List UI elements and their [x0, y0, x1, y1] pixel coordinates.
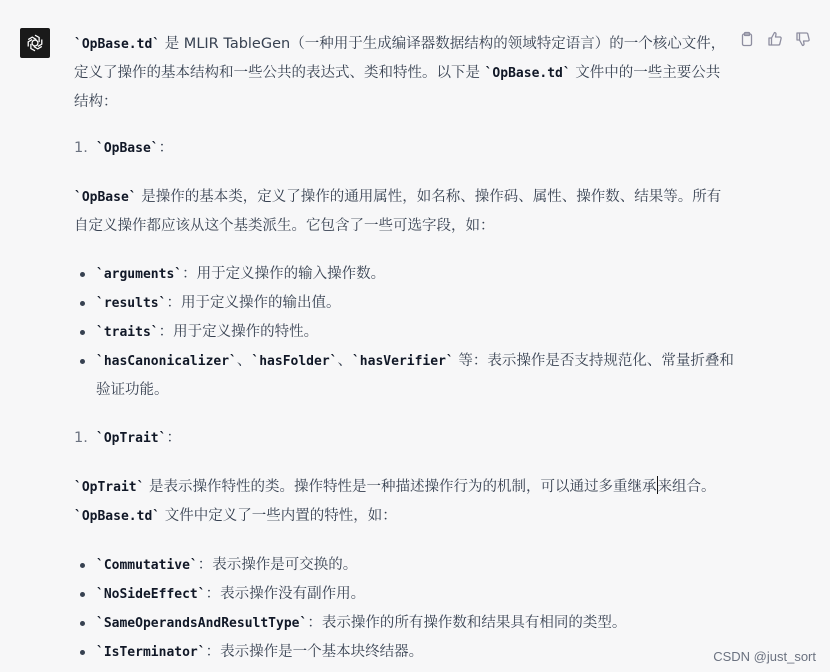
- separator: 、: [337, 353, 352, 369]
- watermark: CSDN @just_sort: [713, 649, 816, 664]
- heading-suffix: ：: [158, 140, 174, 156]
- inline-code: `hasFolder`: [251, 354, 338, 369]
- inline-code: `OpBase.td`: [74, 37, 161, 52]
- list-item-text: ：表示操作没有副作用。: [205, 586, 366, 602]
- list-item: [74, 260, 734, 289]
- separator: 、: [236, 353, 252, 369]
- optrait-description: [74, 473, 734, 531]
- list-number: 1.: [74, 430, 88, 446]
- list-item-text: 等：表示操作是否支持规范化、常量折叠和验证功能。: [96, 353, 734, 398]
- inline-code: `OpBase`: [74, 190, 137, 205]
- description-text: 来组合。: [657, 479, 716, 495]
- openai-logo-icon: [20, 28, 50, 58]
- list-item-text: ：表示操作是一个基本块终结器。: [205, 644, 424, 660]
- intro-text: 文件中的一些主要公共结构：: [74, 65, 721, 110]
- clipboard-icon[interactable]: [738, 30, 756, 48]
- description-text: 是表示操作特性的类。操作特性是一种描述操作行为的机制，可以通过多重继承: [144, 479, 657, 495]
- inline-code: `traits`: [96, 325, 159, 340]
- opbase-description: [74, 183, 734, 240]
- list-item: [74, 551, 734, 580]
- inline-code: `OpTrait`: [96, 431, 167, 446]
- section-heading-optrait: [74, 424, 734, 453]
- list-item-text: ：用于定义操作的输入操作数。: [182, 266, 386, 282]
- optrait-list: [74, 551, 734, 667]
- intro-paragraph: [74, 30, 734, 116]
- message-content: [74, 30, 734, 667]
- description-text: 是操作的基本类，定义了操作的通用属性，如名称、操作码、属性、操作数、结果等。所有自定义操作都应该从这个基类派生。它包含了一些可选字段，如：: [74, 189, 722, 234]
- list-item-text: ：表示操作是可交换的。: [197, 557, 358, 573]
- inline-code: `SameOperandsAndResultType`: [96, 616, 308, 631]
- list-item: [74, 638, 734, 667]
- list-item-text: ：用于定义操作的特性。: [158, 324, 319, 340]
- list-item: [74, 609, 734, 638]
- inline-code: `results`: [96, 296, 167, 311]
- inline-code: `IsTerminator`: [96, 645, 206, 660]
- inline-code: `NoSideEffect`: [96, 587, 206, 602]
- inline-code: `OpBase`: [96, 141, 159, 156]
- list-item: [74, 347, 734, 404]
- section-heading-opbase: [74, 134, 734, 163]
- message-actions: [738, 30, 812, 48]
- inline-code: `arguments`: [96, 267, 183, 282]
- intro-text: 是 MLIR TableGen（一种用于生成编译器数据结构的领域特定语言）的一个核心文件，定义了操作的基本结构和一些公共的表达式、类和特性。以下是: [74, 36, 726, 81]
- inline-code: `hasCanonicalizer`: [96, 354, 237, 369]
- heading-suffix: ：: [166, 430, 181, 446]
- list-item-text: ：表示操作的所有操作数和结果具有相同的类型。: [307, 615, 627, 631]
- inline-code: `OpBase.td`: [484, 66, 571, 81]
- thumbs-up-icon[interactable]: [766, 30, 784, 48]
- inline-code: `OpTrait`: [74, 480, 145, 495]
- list-item-text: ：用于定义操作的输出值。: [166, 295, 341, 311]
- opbase-fields-list: [74, 260, 734, 404]
- list-item: [74, 580, 734, 609]
- thumbs-down-icon[interactable]: [794, 30, 812, 48]
- inline-code: `hasVerifier`: [351, 354, 454, 369]
- description-text: 文件中定义了一些内置的特性，如：: [160, 508, 397, 524]
- list-item: [74, 289, 734, 318]
- list-item: [74, 318, 734, 347]
- inline-code: `OpBase.td`: [74, 509, 161, 524]
- inline-code: `Commutative`: [96, 558, 198, 573]
- list-number: 1.: [74, 140, 88, 156]
